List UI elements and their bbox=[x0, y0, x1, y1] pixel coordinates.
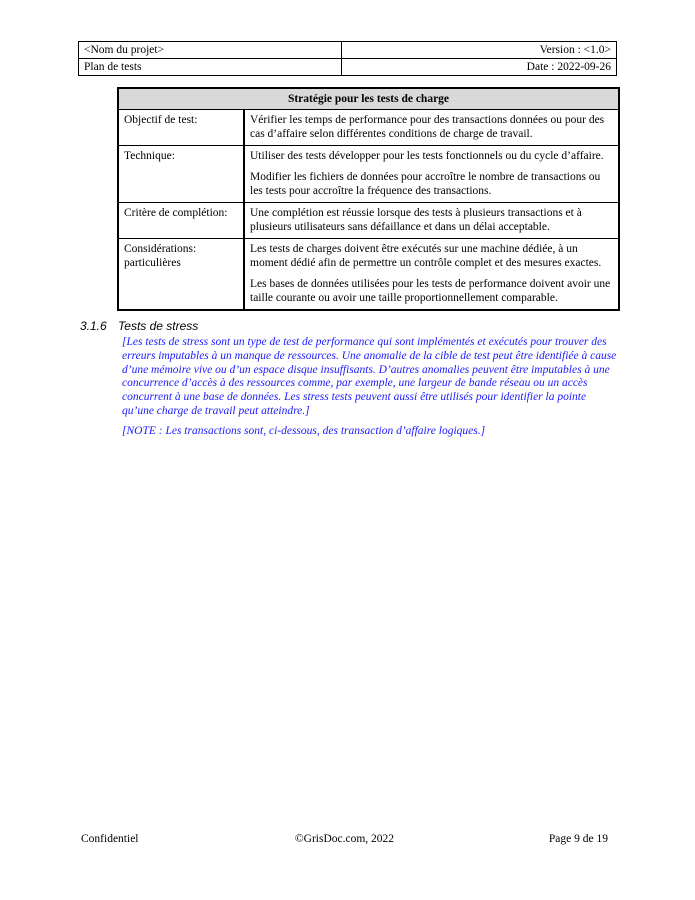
row-paragraph: Modifier les fichiers de données pour accroître le nombre de transactions ou les tests pour accroître la fréquence des transactions. bbox=[250, 171, 601, 197]
row-paragraph: Vérifier les temps de performance pour des transactions données ou pour des cas d’affaire selon différentes conditions de charge de travail. bbox=[250, 114, 605, 140]
row-label: Technique: bbox=[118, 146, 244, 203]
row-content bbox=[244, 203, 619, 239]
section-number: 3.1.6 bbox=[80, 319, 107, 333]
row-label: Objectif de test: bbox=[118, 110, 244, 146]
project-name: <Nom du projet> bbox=[79, 42, 342, 59]
row-paragraph: Une complétion est réussie lorsque des tests à plusieurs transactions et à plusieurs utilisateurs sans défaillance et dans un délai acceptable. bbox=[250, 207, 582, 233]
section-paragraph: [Les tests de stress sont un type de test de performance qui sont implémentés et exécutés pour trouver des erreurs imputables à un manque de ressources. Une anomalie de la cible de test peut être identifiée à cause d’une mémoire vive ou d’un espace disque insuffisants. D’autres anomalies peuvent être imputables à une concurrence d’accès à des ressources comme, par exemple, une largeur de bande réseau ou un accès concurrent à une base de données. Les stress tests peuvent aussi être utilisés pour identifier la pointe qu’une charge de travail peut atteindre.] bbox=[122, 336, 617, 417]
row-content bbox=[244, 146, 619, 203]
row-paragraph: Les bases de données utilisées pour les tests de performance doivent avoir une taille courante ou avoir une taille proportionnellement comparable. bbox=[250, 278, 611, 304]
table-row bbox=[118, 110, 619, 146]
row-paragraph: Les tests de charges doivent être exécutés sur une machine dédiée, à un moment dédié afin de permettre un contrôle complet et des mesures exactes. bbox=[250, 243, 602, 269]
footer-confidential: Confidentiel bbox=[81, 833, 139, 845]
footer-page-number: Page 9 de 19 bbox=[548, 833, 608, 845]
row-label: Considérations: particulières bbox=[118, 239, 244, 311]
section-heading bbox=[80, 319, 198, 333]
row-label: Critère de complétion: bbox=[118, 203, 244, 239]
strategy-table-title: Stratégie pour les tests de charge bbox=[118, 88, 619, 110]
load-test-strategy-table bbox=[117, 87, 620, 311]
table-row bbox=[118, 239, 619, 311]
row-content bbox=[244, 239, 619, 311]
table-row bbox=[118, 203, 619, 239]
footer-copyright: ©GrisDoc.com, 2022 bbox=[294, 833, 395, 845]
document-title: Plan de tests bbox=[79, 59, 342, 76]
page-header bbox=[78, 41, 617, 76]
section-note: [NOTE : Les transactions sont, ci-dessous, des transaction d’affaire logiques.] bbox=[122, 424, 486, 437]
document-date: Date : 2022-09-26 bbox=[341, 59, 616, 76]
version: Version : <1.0> bbox=[341, 42, 616, 59]
section-title: Tests de stress bbox=[118, 319, 199, 333]
row-paragraph: Utiliser des tests développer pour les tests fonctionnels ou du cycle d’affaire. bbox=[250, 150, 604, 162]
table-row bbox=[118, 146, 619, 203]
row-content bbox=[244, 110, 619, 146]
section-body bbox=[122, 336, 617, 445]
